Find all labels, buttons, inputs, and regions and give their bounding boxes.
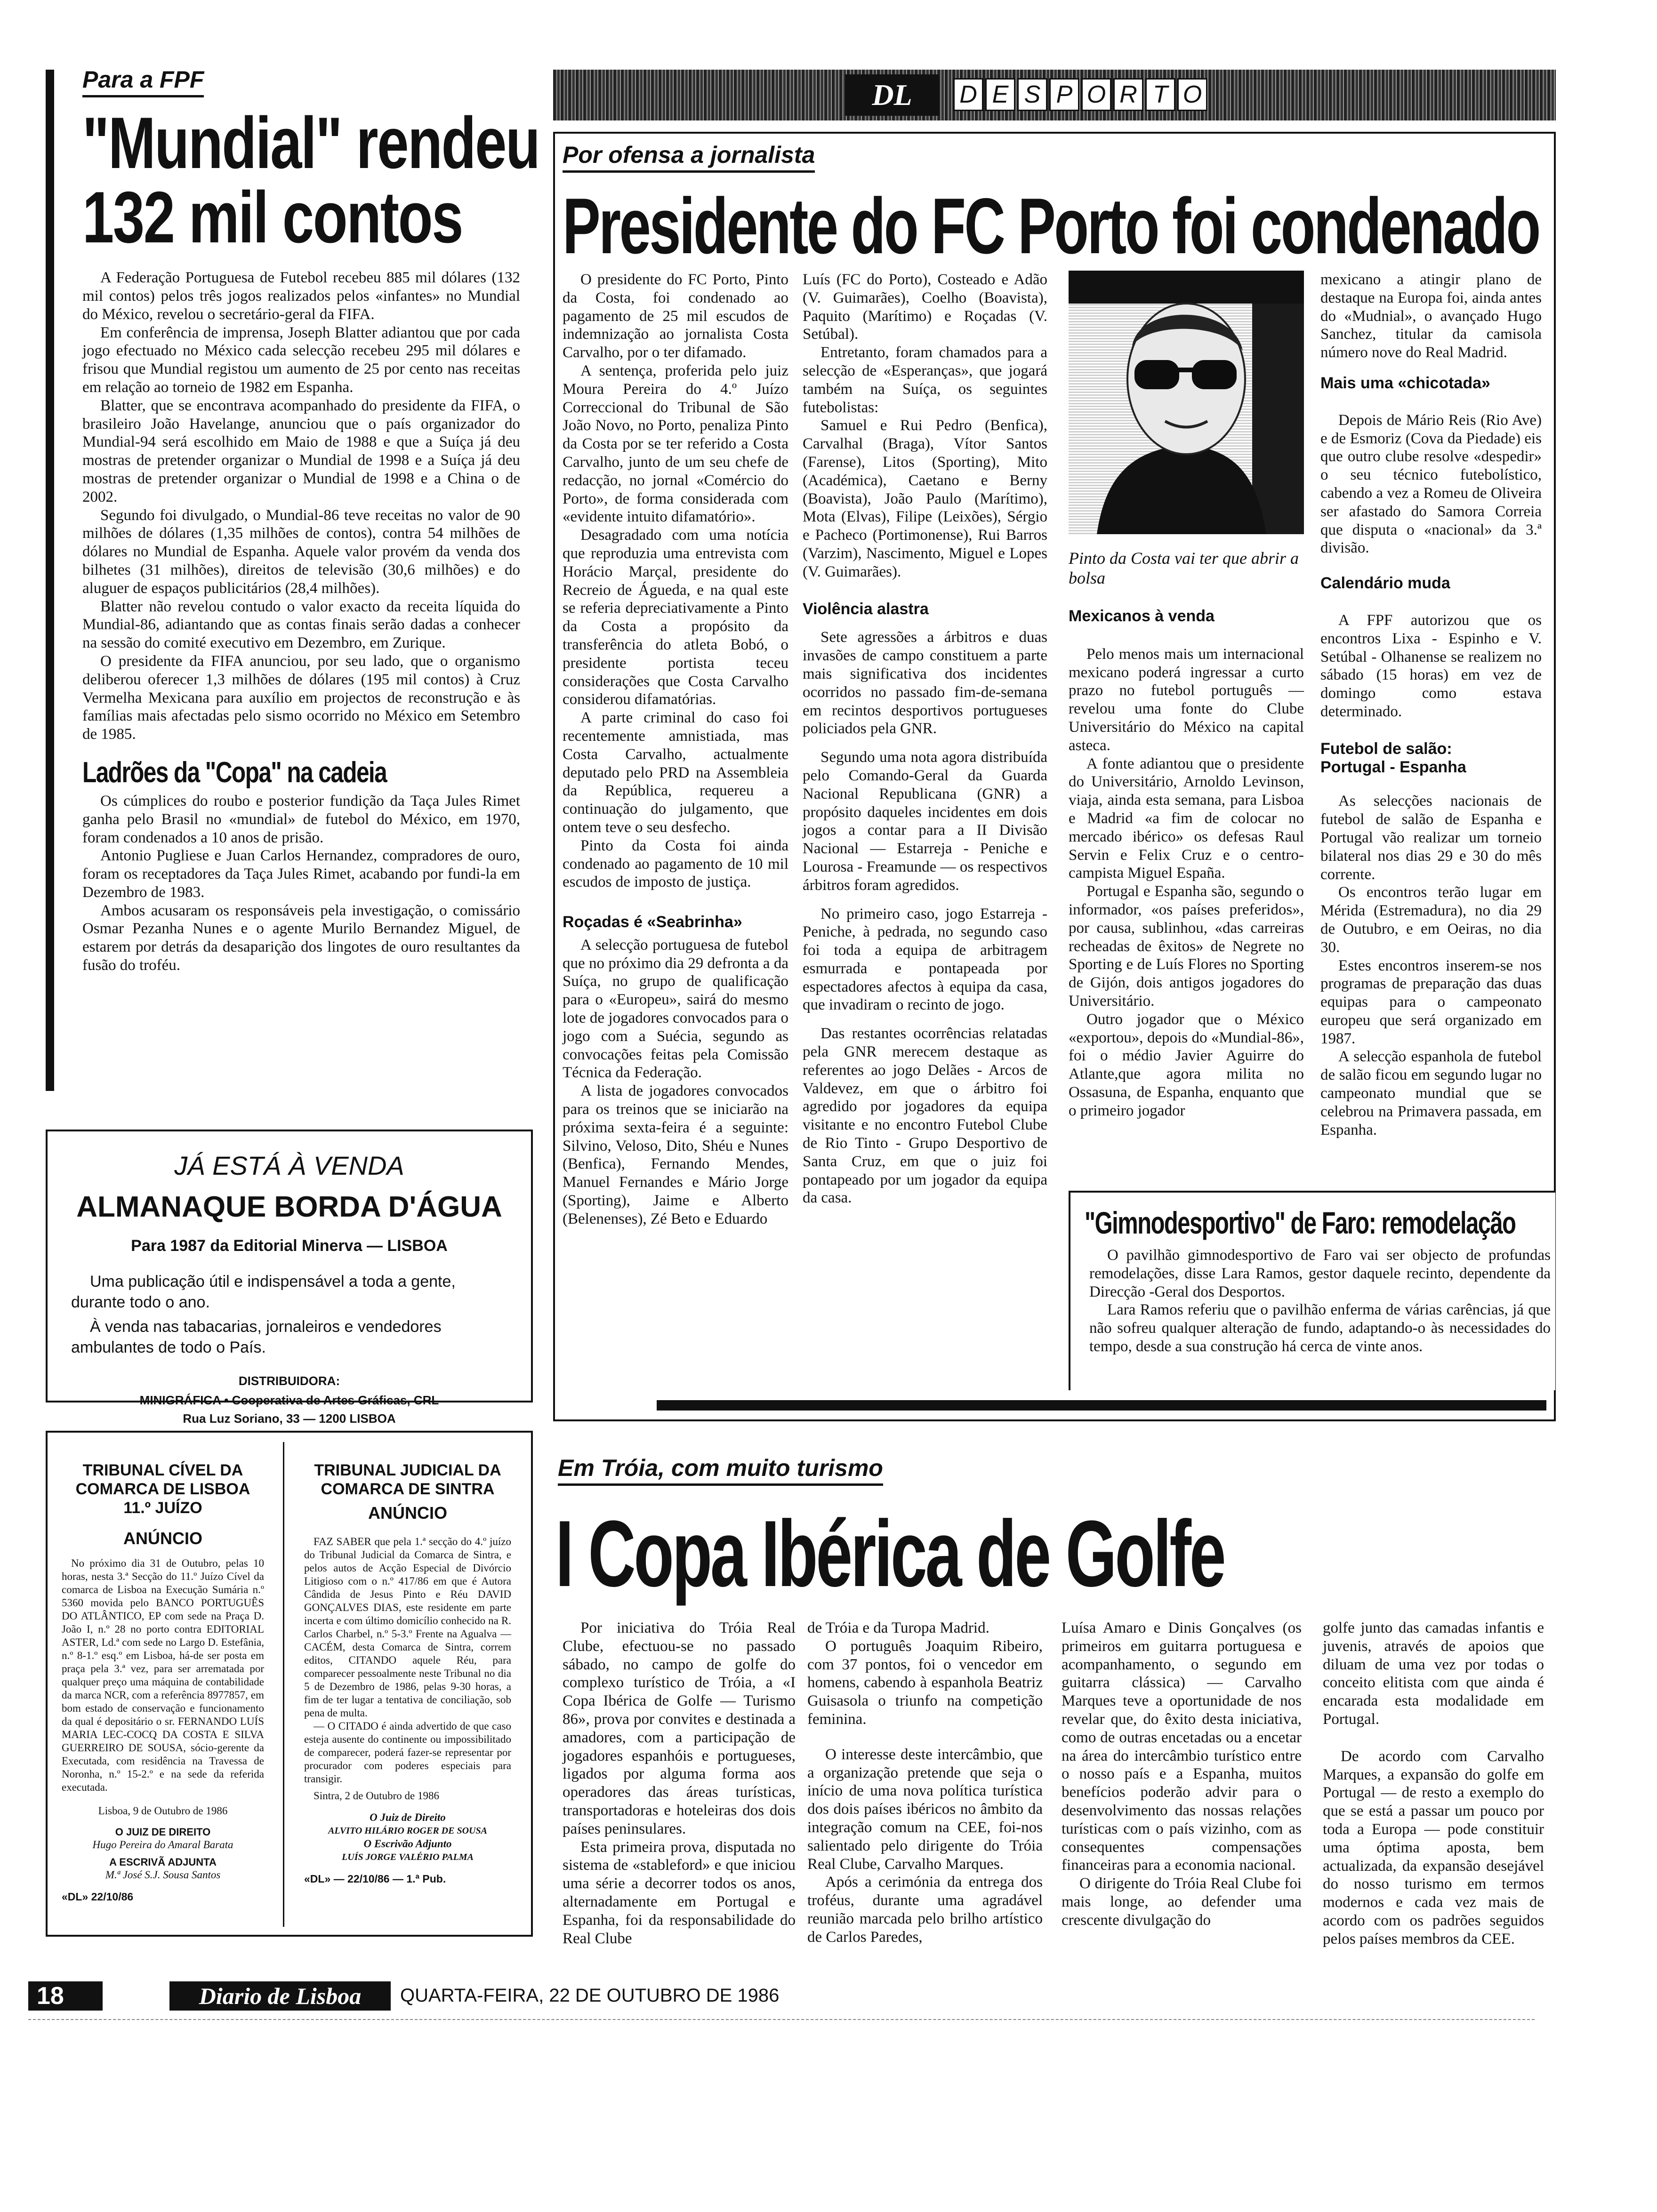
fifa-paragraph: Blatter, que se encontrava acompanhado do presidente da FIFA, o brasileiro João Havelange, anunciou que o país organizador do Mundial-94 será escolhido em Maio de 1988 e que a Suíça já deu mostras de pretender organizar o Mundial de 1998 e a Suíça já deu mostras de pretender organizar o Mundial de 1998 e a China o de 2002. bbox=[82, 397, 520, 505]
fifa-paragraph: Segundo foi divulgado, o Mundial-86 teve receitas no valor de 90 milhões de dólares (1,35 milhões de contos), contra 54 milhões de dólares no Mundial de Espanha. Aquele valor provém da venda dos bilhetes (31 milhões), direitos de televisão (30,6 milhões) e do aluguer de espaços publicitários (28,4 milhões). bbox=[82, 506, 520, 597]
fifa-paragraph: Blatter não revelou contudo o valor exacto da receita líquida do Mundial-86, adiantando que as contas finais serão dadas a conhecer na sessão do comité executivo em Dezembro, em Zurique. bbox=[82, 598, 520, 652]
notice-civel-name2: M.ª José S.J. Sousa Santos bbox=[105, 1869, 221, 1881]
section-letter: S bbox=[1017, 78, 1047, 111]
fifa-headline-1: "Mundial" rendeu bbox=[82, 102, 539, 184]
copa-paragraph: Os cúmplices do roubo e posterior fundição da Taça Jules Rimet ganha pelo Brasil no «mundial» de futebol do México, em 1970, foram condenados a 10 anos de prisão. bbox=[82, 792, 520, 846]
calendario-paragraph: A FPF autorizou que os encontros Lixa - Espinho e V. Setúbal - Olhanense se realizem no sábado (15 horas) em vez de domingo como estava determinado. bbox=[1320, 611, 1542, 720]
gimno-body bbox=[1089, 1246, 1551, 1356]
section-letter: R bbox=[1113, 78, 1143, 111]
golfe-paragraph: Esta primeira prova, disputada no sistema de «stableford» e que iniciou uma série a decorrer todos os anos, alternadamente em Portugal e Espanha, foi da responsabilidade do Real Clube bbox=[563, 1838, 796, 1947]
golfe-paragraph: O dirigente do Tróia Real Clube foi mais longe, ao defender uma crescente divulgação do bbox=[1062, 1875, 1302, 1929]
salao-subheadline-1: Futebol de salão: bbox=[1320, 739, 1452, 758]
salao-subheadline-2: Portugal - Espanha bbox=[1320, 758, 1466, 776]
almanaque-para1: Uma publicação útil e indispensável a toda a gente, durante todo o ano. bbox=[71, 1273, 456, 1311]
dl-logo: DL bbox=[845, 74, 939, 116]
porto-paragraph: Samuel e Rui Pedro (Benfica), Carvalhal (Braga), Vítor Santos (Farense), Litos (Sporting), Mito (Académica), Caetano e Berny (Boavista), João Paulo (Marítimo), Mota (Elvas), Filipe (Leixões), Sérgio e Pacheco (Portimonense), Rui Barros (Varzim), Nascimento, Miguel e Lopes (V. Guimarães). bbox=[803, 417, 1047, 580]
salao-paragraph: A selecção espanhola de futebol de salão ficou em segundo lugar no campeonato mundial que se celebrou na Primavera passada, em Espanha. bbox=[1320, 1048, 1542, 1138]
violencia-paragraph: Segundo uma nota agora distribuída pelo Comando-Geral da Guarda Nacional Republicana (GNR) a propósito daqueles incidentes em dois jogos a contar para a II Divisão Nacional — Estarreja - Peniche e Lourosa - Freamunde — os respectivos árbitros foram agredidos. bbox=[803, 749, 1047, 894]
golfe-paragraph: de Tróia e da Turopa Madrid. bbox=[807, 1619, 989, 1636]
porto-col-1 bbox=[563, 271, 788, 1228]
footer-date: QUARTA-FEIRA, 22 DE OUTUBRO DE 1986 bbox=[400, 1985, 780, 2006]
fifa-body bbox=[82, 269, 520, 744]
portrait-illustration bbox=[1069, 271, 1304, 534]
porto-col-4 bbox=[1320, 271, 1542, 1139]
section-letter: D bbox=[953, 78, 983, 111]
mexicanos-paragraph: Outro jogador que o México «exportou», depois do «Mundial-86», foi o médio Javier Aguirre do Atlante,que agora milita no Ossasuna, de Espanha, enquanto que o primeiro jogador bbox=[1069, 1010, 1304, 1119]
porto-paragraph: Desagradado com uma notícia que reproduzia uma entrevista com Horácio Marçal, presidente do Recreio de Águeda, e na qual este se referia depreciativamente a Pinto da Costa a propósito da transferência do atleta Bobó, o presidente portista teceu considerações que Costa Carvalho considerou difamatórias. bbox=[563, 527, 788, 708]
fifa-article bbox=[82, 66, 539, 975]
footer bbox=[28, 1981, 1535, 2014]
gimno-paragraph: O pavilhão gimnodesportivo de Faro vai ser objecto de profundas remodelações, disse Lara Ramos, gestor daquele recinto, dependente da Direcção -Geral dos Desportos. bbox=[1089, 1247, 1551, 1300]
fifa-headline-2: 132 mil contos bbox=[82, 176, 463, 258]
fifa-paragraph: A Federação Portuguesa de Futebol recebeu 885 mil dólares (132 mil contos) pelos três jogos realizados pelos «infantes» no Mundial do México, revelou o secretário-geral da FIFA. bbox=[82, 269, 520, 323]
golfe-col-4 bbox=[1323, 1619, 1544, 1948]
fifa-paragraph: Em conferência de imprensa, Joseph Blatter adiantou que por cada jogo efectuado no México cada selecção recebeu 295 mil dólares e frisou que Mundial registou um aumento de 25 por cento nas receitas em relação ao torneio de 1982 em Espanha. bbox=[82, 324, 520, 396]
notice-civel-label: ANÚNCIO bbox=[123, 1529, 202, 1548]
salao-paragraph: As selecções nacionais de futebol de salão de Espanha e Portugal vão realizar um torneio bilateral nos dias 29 e 30 do mês corrente. bbox=[1320, 793, 1542, 883]
section-title-desporto bbox=[953, 78, 1209, 111]
almanaque-para2: À venda nas tabacarias, jornaleiros e vendedores ambulantes de todo o País. bbox=[71, 1318, 442, 1356]
notice-sintra-title: TRIBUNAL JUDICIAL DA COMARCA DE SINTRA bbox=[314, 1461, 501, 1498]
copa-paragraph: Ambos acusaram os responsáveis pela investigação, o comissário Osmar Pezanha Nunes e o agente Murilo Bernandez Miguel, de estarem por detrás da desaparição dos lingotes de ouro resultantes da fusão do troféu. bbox=[82, 902, 520, 974]
porto-headline: Presidente do FC Porto foi condenado bbox=[563, 182, 1539, 270]
violencia-paragraph: Sete agressões a árbitros e duas invasões de campo constituem a parte mais significativa dos incidentes ocorridos no passado fim-de-semana em recintos desportivos portugueses policiados pela GNR. bbox=[803, 629, 1047, 737]
golfe-paragraph: O interesse deste intercâmbio, que a organização pretende que seja o início de uma nova política turística dos dois países ibéricos no âmbito da integração comum na CEE, foi-nos salientado pelo dirigente do Tróia Real Clube, Carvalho Marques. bbox=[807, 1746, 1043, 1873]
golfe-col-3 bbox=[1062, 1619, 1302, 1930]
golfe-paragraph: O português Joaquim Ribeiro, com 37 pontos, foi o vencedor em homens, cabendo à espanhola Beatriz Guisasola o triunfo na competição feminina. bbox=[807, 1637, 1043, 1728]
notice-civel-role2: A ESCRIVÃ ADJUNTA bbox=[109, 1856, 217, 1868]
legal-notices bbox=[46, 1431, 533, 1937]
almanaque-line3: Para 1987 da Editorial Minerva — LISBOA bbox=[131, 1237, 448, 1255]
porto-kicker: Por ofensa a jornalista bbox=[563, 141, 815, 173]
porto-paragraph: Pinto da Costa foi ainda condenado ao pagamento de 10 mil escudos de imposto de justiça. bbox=[563, 837, 788, 891]
golfe-paragraph: De acordo com Carvalho Marques, a expansão do golfe em Portugal — de resto a exemplo do que se está a passar um pouco por toda a Europa — pode constituir uma óptima aposta, bem actualizada, da expansão desejável do nosso turismo em termos modernos e cada vez mais de acordo com os padrões seguidos pelos países membros da CEE. bbox=[1323, 1747, 1544, 1948]
gimno-paragraph: Lara Ramos referiu que o pavilhão enferma de várias carências, já que não sofreu qualquer alteração de fundo, adaptando-o às necessidades do tempo, desde a sua construção há cerca de vinte anos. bbox=[1089, 1301, 1551, 1355]
footer-page-number: 18 bbox=[28, 1981, 103, 2011]
almanaque-dist-addr: Rua Luz Soriano, 33 — 1200 LISBOA bbox=[183, 1411, 396, 1426]
notice-sintra-name1: ALVITO HILÁRIO ROGER DE SOUSA bbox=[328, 1826, 487, 1836]
left-rule bbox=[46, 70, 54, 1091]
notice-sintra-text: FAZ SABER que pela 1.ª secção do 4.º juízo do Tribunal Judicial da Comarca de Sintra, e pelos autos de Acção Especial de Divórcio Litigioso com o n.º 417/86 em que é Autora Cândida de Jesus Pinto e Réu DAVID GONÇALVES DIAS, este residente em parte incerta e com último domicílio conhecido na R. Carlos Charbel, n.º 5-3.º Frente na Agualva — CACÉM, desta Comarca de Sintra, correm editos, CITANDO aquele Réu, para comparecer pessoalmente neste Tribunal no dia 5 de Dezembro de 1986, pelas 9-30 horas, a fim de ter lugar a tentativa de conciliação, sob pena de multa. bbox=[304, 1536, 511, 1719]
almanaque-ad bbox=[46, 1130, 533, 1426]
section-letter: E bbox=[985, 78, 1015, 111]
golfe-paragraph: Por iniciativa do Tróia Real Clube, efectuou-se no passado sábado, no campo de golfe do complexo turístico de Tróia, a «I Copa Ibérica de Golfe — Turismo 86», prova por convites e destinada a amadores, com a participação de jogadores espanhóis e portugueses, ligados por alguma forma aos operadores das áreas turísticas, transportadoras e hoteleiras dos dois países peninsulares. bbox=[563, 1619, 796, 1837]
gimno-headline: "Gimnodesportivo" de Faro: remodelação bbox=[1085, 1205, 1516, 1240]
notice-civel-ref: «DL» 22/10/86 bbox=[62, 1891, 134, 1903]
notice-civel-body bbox=[62, 1557, 264, 1794]
notice-divider bbox=[283, 1442, 284, 1927]
photo-caption: Pinto da Costa vai ter que abrir a bolsa bbox=[1069, 549, 1299, 587]
salao-paragraph: Os encontros terão lugar em Mérida (Estremadura), no dia 29 de Outubro, e em Oeiras, no dia 30. bbox=[1320, 884, 1542, 956]
notice-civel-name1: Hugo Pereira do Amaral Barata bbox=[92, 1839, 233, 1851]
porto-paragraph: Entretanto, foram chamados para a selecção de «Esperanças», que jogará também na Suíça, os seguintes futebolistas: bbox=[803, 344, 1047, 416]
almanaque-dist-label: DISTRIBUIDORA: bbox=[238, 1374, 340, 1388]
porto-paragraph: Luís (FC do Porto), Costeado e Adão (V. Guimarães), Coelho (Boavista), Paquito (Marítimo) e Roçadas (V. Setúbal). bbox=[803, 271, 1047, 343]
section-letter: O bbox=[1081, 78, 1111, 111]
golfe-paragraph: Luísa Amaro e Dinis Gonçalves (os primeiros em guitarra portuguesa e acompanhamento, o segundo em guitarra clássica) — Carvalho Marques teve a oportunidade de nos revelar que, do êxito desta iniciativa, como de outras encetadas ou a encetar na área do intercâmbio turístico entre o nosso país e a Espanha, muitos benefícios poderão advir para o desenvolvimento das nossas relações turísticas com o país vizinho, com as consequentes compensações financeiras para a economia nacional. bbox=[1062, 1619, 1302, 1874]
notice-civel-date: Lisboa, 9 de Outubro de 1986 bbox=[98, 1805, 228, 1817]
violencia-paragraph: Das restantes ocorrências relatadas pela GNR merecem destaque as referentes ao jogo Delães - Arcos de Valdevez, em que o árbitro foi agredido por jogadores da equipa visitante e no encontro Futebol Clube de Rio Tinto - Grupo Desportivo de Santa Cruz, em que o juiz foi pontapeado por um jogador da equipa da casa. bbox=[803, 1025, 1047, 1207]
almanaque-title: ALMANAQUE BORDA D'ÁGUA bbox=[76, 1191, 502, 1223]
golfe-col-1 bbox=[563, 1619, 796, 1948]
rocadas-subheadline: Roçadas é «Seabrinha» bbox=[563, 913, 742, 931]
porto-col-2 bbox=[803, 271, 1047, 1207]
notice-sintra-name2: LUÍS JORGE VALÉRIO PALMA bbox=[342, 1852, 474, 1862]
notice-civel-role1: O JUIZ DE DIREITO bbox=[115, 1826, 211, 1838]
section-divider-bar bbox=[657, 1400, 1546, 1411]
pinto-da-costa-photo bbox=[1069, 271, 1304, 534]
notice-sintra-ref: «DL» — 22/10/86 — 1.ª Pub. bbox=[304, 1873, 446, 1885]
calendario-subheadline: Calendário muda bbox=[1320, 574, 1450, 593]
golfe-paragraph: golfe junto das camadas infantis e juvenis, através de apoios que diluam de uma vez por todas o conceito elitista com que ainda é encarada esta modalidade em Portugal. bbox=[1323, 1619, 1544, 1728]
copa-subheadline: Ladrões da "Copa" na cadeia bbox=[82, 756, 387, 789]
golfe-paragraph: Após a cerimónia da entrega dos troféus, durante uma agradável reunião marcada pelo brilho artístico de Carlos Paredes, bbox=[807, 1874, 1043, 1946]
notice-sintra-label: ANÚNCIO bbox=[368, 1503, 447, 1523]
section-letter: O bbox=[1177, 78, 1207, 111]
section-masthead bbox=[553, 70, 1556, 120]
mexicanos-paragraph: A fonte adiantou que o presidente do Universitário, Arnoldo Levinson, viaja, ainda esta semana, para Lisboa e Madrid «a fim de colocar no mercado ibérico» os defesas Raul Servin e Felix Cruz e o centro-campista Miguel España. bbox=[1069, 755, 1304, 882]
footer-newspaper-name: Diario de Lisboa bbox=[169, 1981, 391, 2011]
copa-paragraph: Antonio Pugliese e Juan Carlos Hernandez, compradores de ouro, foram os receptadores da Taça Jules Rimet, acabando por fundi-la em Dezembro de 1983. bbox=[82, 847, 520, 901]
porto-paragraph: O presidente do FC Porto, Pinto da Costa, foi condenado ao pagamento de 25 mil escudos de indemnização ao jornalista Costa Carvalho, por o ter difamado. bbox=[563, 271, 788, 361]
gimno-inset bbox=[1069, 1191, 1555, 1390]
notice-sintra-date: Sintra, 2 de Outubro de 1986 bbox=[314, 1790, 440, 1802]
golfe-kicker: Em Tróia, com muito turismo bbox=[558, 1454, 883, 1486]
porto-col-3 bbox=[1069, 607, 1304, 1120]
porto-paragraph: mexicano a atingir plano de destaque na Europa foi, ainda antes do «Mudnial», o avançado Hugo Sanchez, titular da camisola número nove do Real Madrid. bbox=[1320, 271, 1542, 361]
notice-sintra-role1: O Juiz de Direito bbox=[370, 1811, 446, 1823]
notice-civel bbox=[62, 1461, 264, 1903]
mexicanos-paragraph: Pelo menos mais um internacional mexicano poderá ingressar a curto prazo no futebol português — revelou uma fonte do Clube Universitário do México na capital asteca. bbox=[1069, 645, 1304, 754]
violencia-subheadline: Violência alastra bbox=[803, 600, 929, 618]
mexicanos-paragraph: Portugal e Espanha são, segundo o informador, «os países preferidos», por causa, sublinhou, «das carreiras recheadas de êxitos» de Negrete no Sporting e de Luís Flores no Sporting de Gijón, dois antigos jogadores do Universitário. bbox=[1069, 883, 1304, 1010]
section-letter: P bbox=[1049, 78, 1079, 111]
section-letter: T bbox=[1145, 78, 1175, 111]
copa-body bbox=[82, 792, 520, 975]
notice-sintra-role2: O Escrivão Adjunto bbox=[363, 1838, 452, 1850]
salao-paragraph: Estes encontros inserem-se nos programas de preparação das duas equipas para o campeonato europeu que será organizado em 1987. bbox=[1320, 957, 1542, 1047]
notice-sintra-text2: — O CITADO é ainda advertido de que caso esteja ausente do continente ou impossibilitado de comparecer, poderá fazer-se representar por procurador com poderes especiais para transigir. bbox=[304, 1720, 511, 1785]
almanaque-line1: JÁ ESTÁ À VENDA bbox=[174, 1151, 404, 1180]
notice-sintra-body bbox=[304, 1535, 511, 1786]
rocadas-paragraph: A lista de jogadores convocados para os treinos que se iniciarão na próxima sexta-feira é a seguinte: Silvino, Veloso, Dito, Shéu e Nunes (Benfica), Fernando Mendes, Manuel Fernandes e Mário Jorge (Sporting), Jaime e Alberto (Belenenses), Zé Beto e Eduardo bbox=[563, 1082, 788, 1227]
golfe-col-2 bbox=[807, 1619, 1043, 1947]
notice-civel-text: No próximo dia 31 de Outubro, pelas 10 horas, nesta 3.ª Secção do 11.º Juízo Cível da comarca de Lisboa na Execução Sumária n.º 5360 movida pelo BANCO PORTUGUÊS DO ATLÂNTICO, EP com sede na Praça D. João I, n.º 28 no porto contra EDITORIAL ASTER, Ld.ª com sede no Largo D. Estefânia, n.º 8-1.º esq.º em Lisboa, há-de ser posta em praça pela 3.ª vez, para ser arrematada por qualquer preço uma máquina de contabilidade da marca NCR, com a referência 8977857, em bom estado de conservação e funcionamento da qual é depositário o sr. FERNANDO LUÍS MARIA LEC-COCQ DA COSTA E SILVA GUERREIRO DE SOUSA, sócio-gerente da Executada, com residência na Travessa de Noronha, n.º 15-2.º e na sede da referida executada. bbox=[62, 1557, 264, 1793]
notice-sintra bbox=[304, 1461, 511, 1885]
mexicanos-subheadline: Mexicanos à venda bbox=[1069, 607, 1215, 625]
notice-civel-title: TRIBUNAL CÍVEL DA COMARCA DE LISBOA 11.º JUÍZO bbox=[75, 1461, 250, 1517]
rocadas-paragraph: A selecção portuguesa de futebol que no próximo dia 29 defronta a da Suíça, no grupo de qualificação para o «Europeu», sairá do mesmo lote de jogadores convocados para o jogo com a Suécia, segundo as convocações feitas pela Comissão Técnica da Federação. bbox=[563, 936, 788, 1082]
chicotada-paragraph: Depois de Mário Reis (Rio Ave) e de Esmoriz (Cova da Piedade) eis que outro clube resolve «despedir» o seu técnico futebolístico, cabendo a vez a Romeu de Oliveira ser afastado do Samora Correia que disputa o «nacional» da 3.ª divisão. bbox=[1320, 411, 1542, 557]
almanaque-dist-name: MINIGRÁFICA • Cooperativa de Artes Gráficas, CRL bbox=[139, 1393, 439, 1407]
fifa-kicker: Para a FPF bbox=[82, 66, 204, 97]
fifa-paragraph: O presidente da FIFA anunciou, por seu lado, que o organismo deliberou oferecer 1,3 milhões de dólares (195 mil contos) à Cruz Vermelha Mexicana para auxílio em projectos de reconstrução e às famílias mais afectadas pelo sismo ocorrido no México em Setembro de 1985. bbox=[82, 652, 520, 743]
chicotada-subheadline: Mais uma «chicotada» bbox=[1320, 374, 1490, 392]
golfe-headline: I Copa Ibérica de Golfe bbox=[555, 1501, 1224, 1606]
violencia-paragraph: No primeiro caso, jogo Estarreja - Peniche, à pedrada, no segundo caso foi toda a equipa de arbitragem esmurrada e pontapeada por espectadores afectos à equipa da casa, que invadiram o recinto de jogo. bbox=[803, 905, 1047, 1014]
footer-rule bbox=[28, 2019, 1535, 2021]
porto-paragraph: A parte criminal do caso foi recentemente amnistiada, mas Costa Carvalho, actualmente deputado pelo PRD na Assembleia da República, requereu a continuação do julgamento, que ontem teve o seu desfecho. bbox=[563, 709, 788, 836]
porto-paragraph: A sentença, proferida pelo juiz Moura Pereira do 4.º Juízo Correccional do Tribunal de São João Novo, no Porto, penaliza Pinto da Costa por se ter referido a Costa Carvalho, junto de um seu chefe de redacção, no jornal «Comércio do Porto», de forma considerada com «evidente intuito difamatório». bbox=[563, 362, 788, 526]
